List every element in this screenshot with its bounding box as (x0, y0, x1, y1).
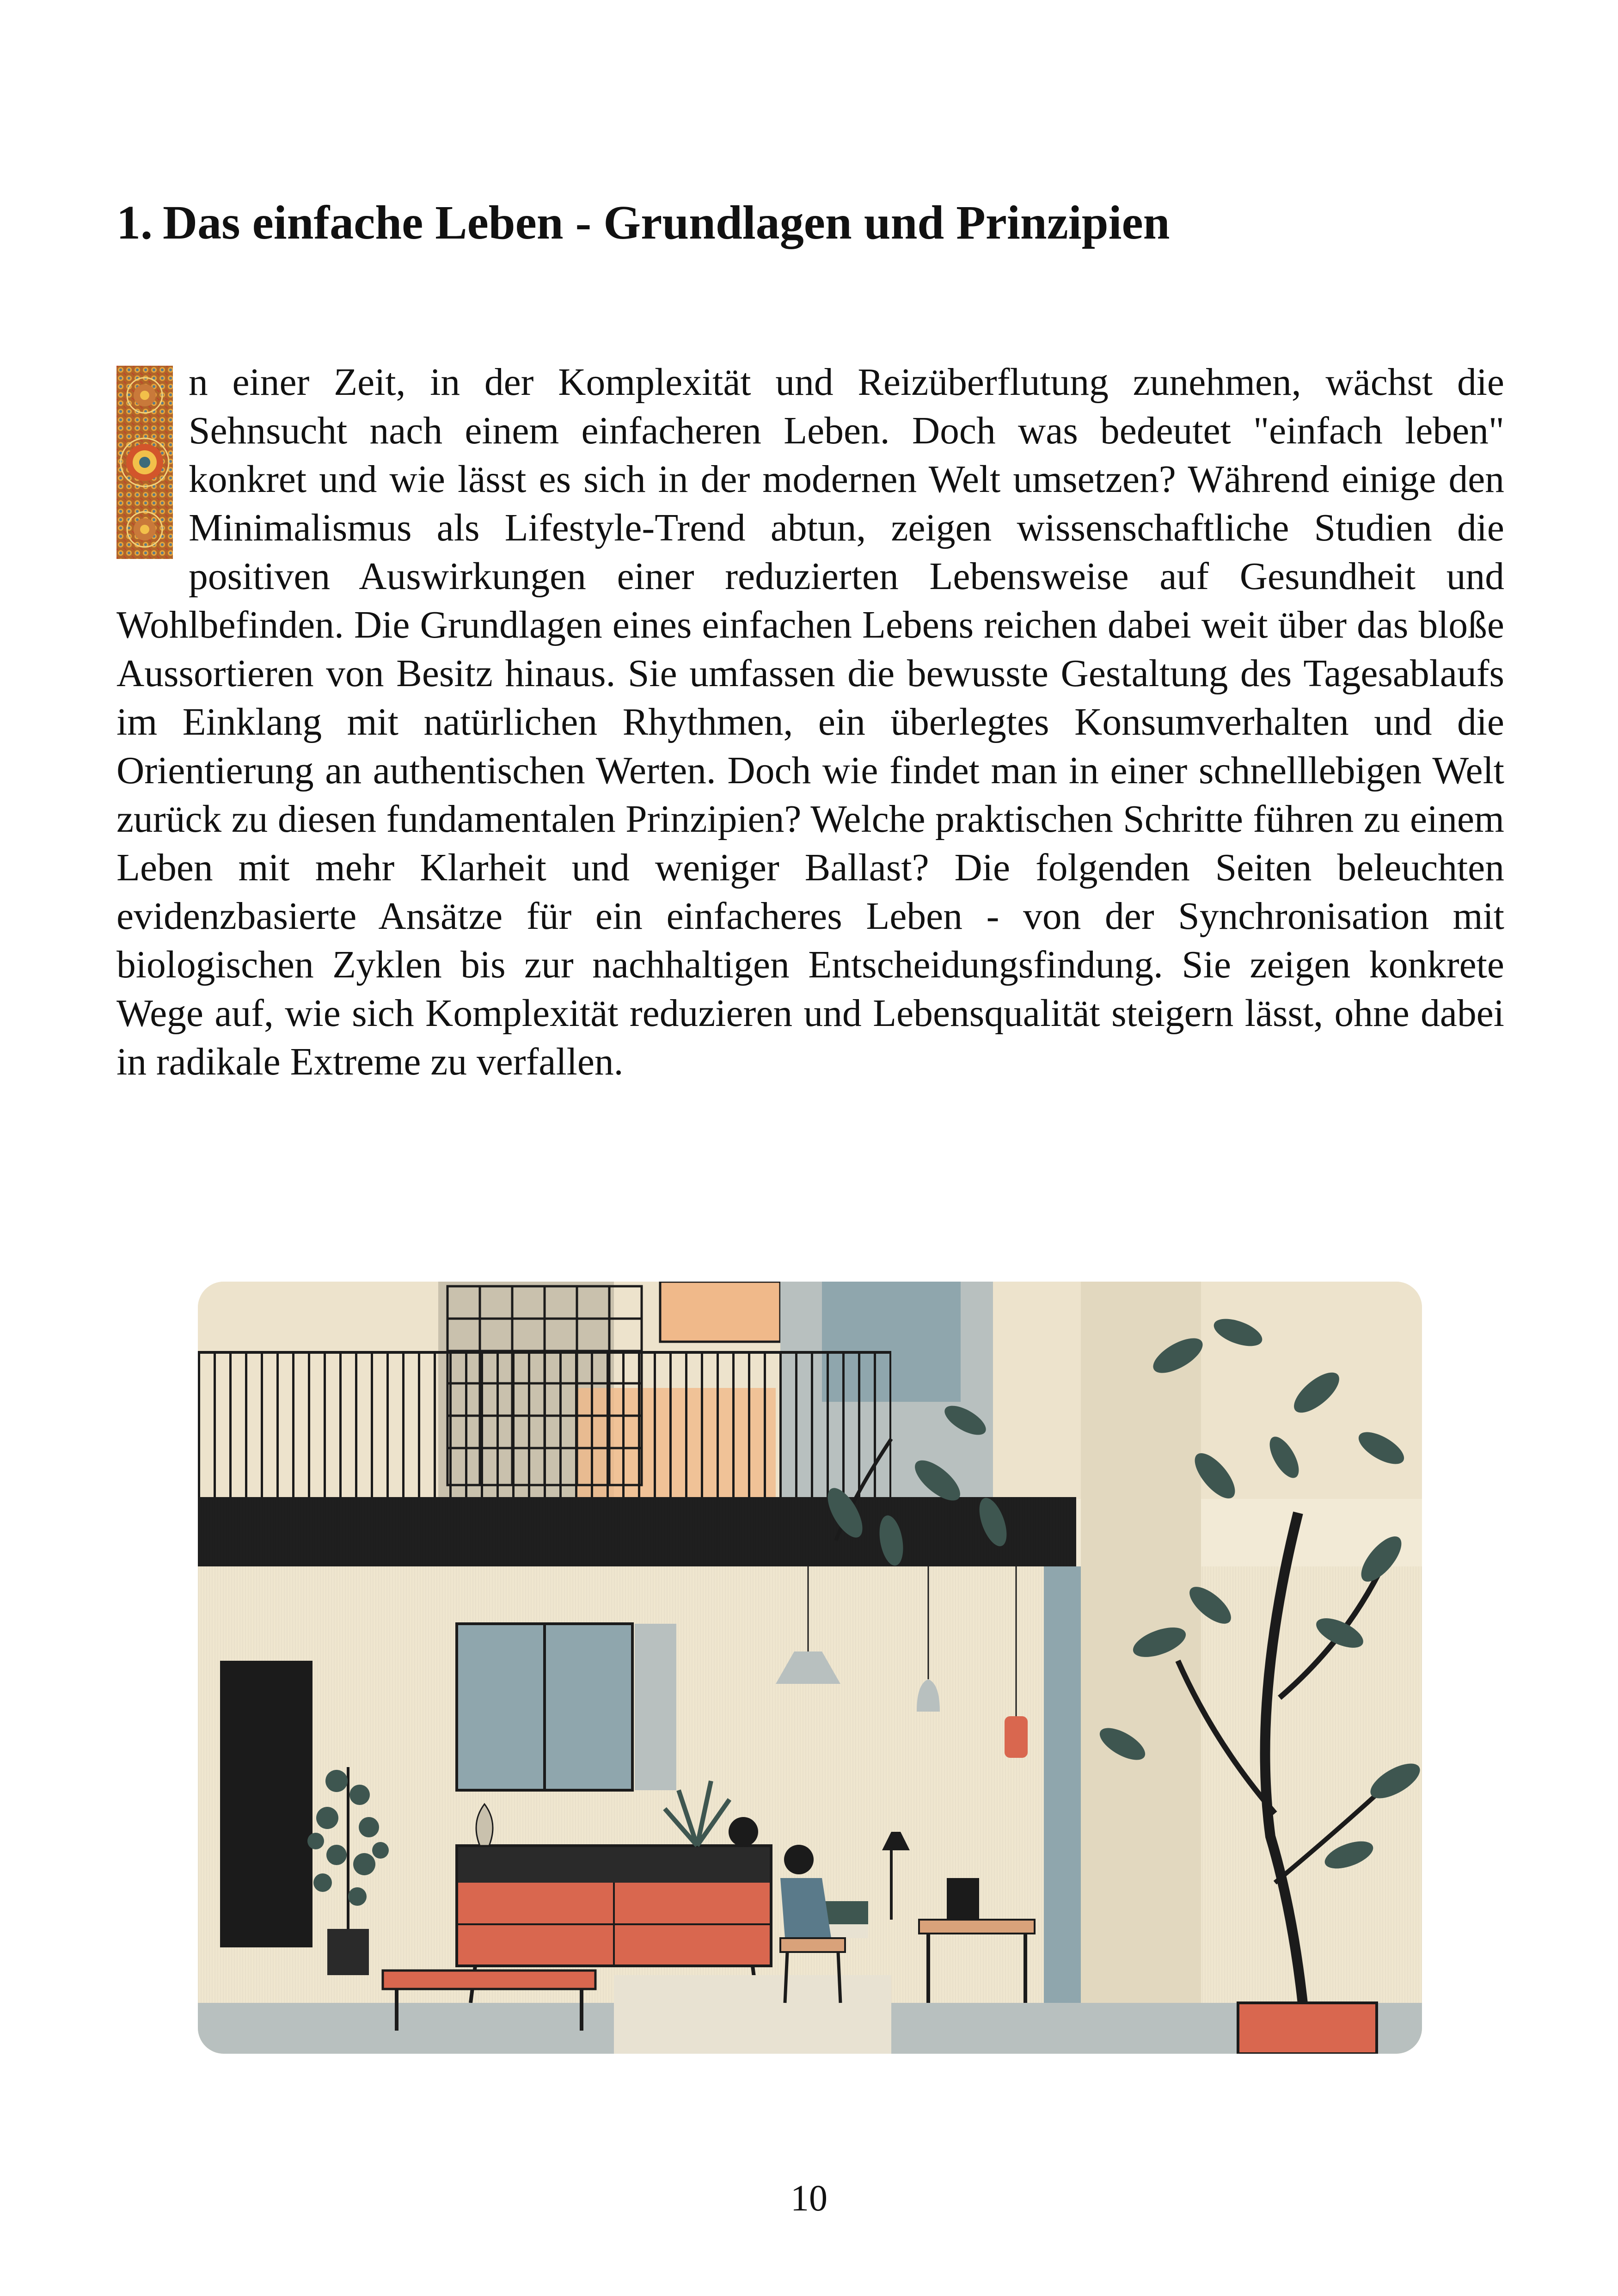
chapter-title: Das einfache Leben - Grundlagen und Prinzipien (163, 196, 1170, 249)
chapter-heading (116, 196, 1503, 249)
interior-illustration (198, 1282, 1422, 2054)
body-paragraph (116, 358, 1504, 1087)
ornamental-drop-cap (116, 366, 173, 559)
paragraph-text: n einer Zeit, in der Komplexität und Reizüberflutung zunehmen, wächst die Sehnsucht nach einem einfacheren Leben. Doch was bedeutet "einfach leben" konkret und wie lässt es sich in der modernen Welt umsetzen? Während einige den Minimalismus als Lifestyle-Trend abtun, zeigen wissenschaftliche Studien die positiven Auswirkungen einer reduzierten Lebensweise auf Gesundheit und Wohlbefinden. Die Grundlagen eines einfachen Lebens reichen dabei weit über das bloße Aussortieren von Besitz hinaus. Sie umfassen die bewusste Gestaltung des Tagesablaufs im Einklang mit natürlichen Rhythmen, ein überlegtes Konsumverhalten und die Orientierung an authentischen Werten. Doch wie findet man in einer schnelllebigen Welt zurück zu diesen fundamentalen Prinzipien? Welche praktischen Schritte führen zu einem Leben mit mehr Klarheit und weniger Ballast? Die folgenden Seiten beleuchten evidenzbasierte Ansätze für ein einfacheres Leben - von der Synchronisation mit biologischen Zyklen bis zur nachhaltigen Entscheidungsfindung. Sie zeigen konkrete Wege auf, wie sich Komplexität reduzieren und Lebensqualität steigern lässt, ohne dabei in radikale Extreme zu verfallen. (116, 361, 1504, 1083)
page-number: 10 (791, 2178, 827, 2219)
chapter-number: 1. (116, 196, 153, 249)
